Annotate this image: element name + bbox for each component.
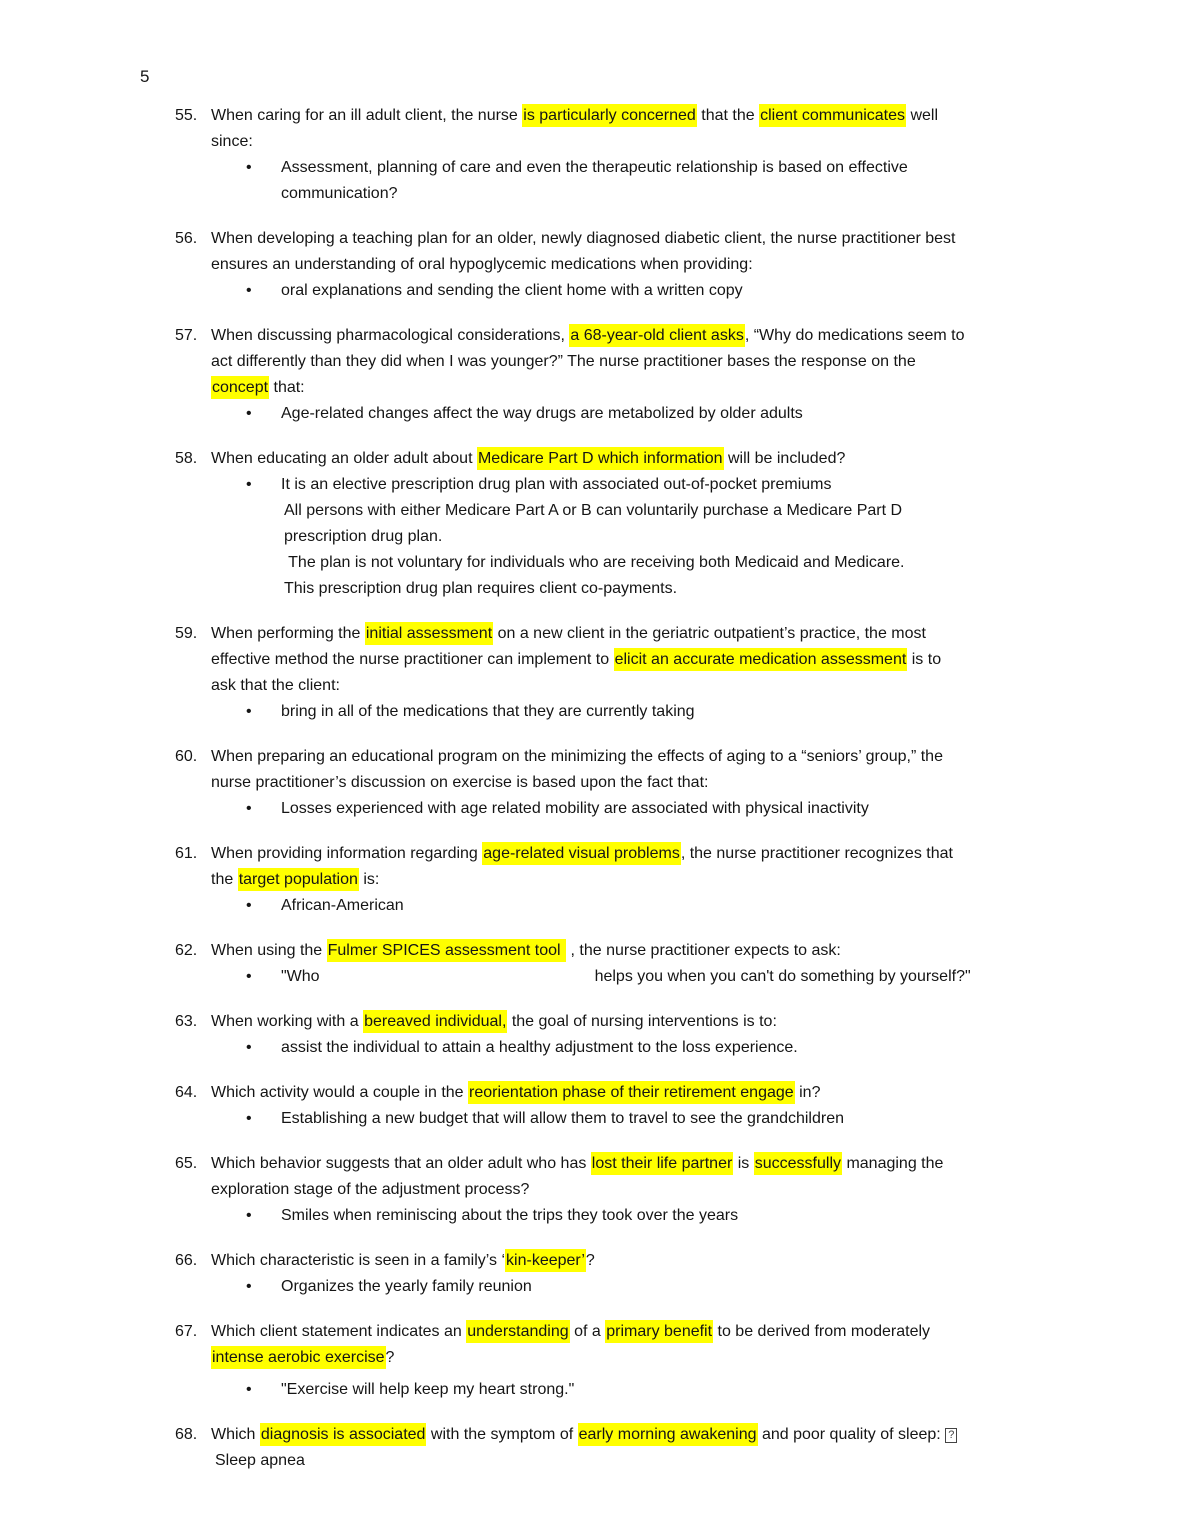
question-number: 55. <box>175 107 198 124</box>
bullet-icon: • <box>246 1039 252 1056</box>
text-run: act differently than they did when I was younger?” The nurse practitioner bases the response on the <box>211 353 916 370</box>
question-item <box>175 103 1130 207</box>
text-run: This prescription drug plan requires client co-payments. <box>284 580 678 597</box>
highlighted-text: concept <box>211 376 269 399</box>
text-line <box>211 964 1130 990</box>
text-run: When discussing pharmacological considerations, <box>211 327 570 344</box>
text-line <box>211 1151 1130 1177</box>
question-item <box>175 938 1130 990</box>
text-line <box>211 770 1130 796</box>
question-number: 68. <box>175 1426 198 1443</box>
bullet-icon: • <box>246 282 252 299</box>
text-line <box>211 1177 1130 1203</box>
text-line <box>211 699 1130 725</box>
text-run: When preparing an educational program on the minimizing the effects of aging to a “seniors’ group,” the <box>211 748 943 765</box>
text-run: since: <box>211 133 253 150</box>
text-run: Which client statement indicates an <box>211 1323 467 1340</box>
bullet-icon: • <box>246 968 252 985</box>
bullet-icon: • <box>246 1110 252 1127</box>
text-run: Assessment, planning of care and even the therapeutic relationship is based on effective <box>281 159 908 176</box>
text-run: When providing information regarding <box>211 845 483 862</box>
highlighted-text: early morning awakening <box>578 1423 758 1446</box>
text-line <box>211 550 1130 576</box>
text-run: When developing a teaching plan for an older, newly diagnosed diabetic client, the nurse practitioner best <box>211 230 956 247</box>
text-line <box>211 1203 1130 1229</box>
text-line <box>211 621 1130 647</box>
text-run: It is an elective prescription drug plan with associated out-of-pocket premiums <box>281 476 832 493</box>
text-run: the <box>211 871 238 888</box>
text-line <box>211 278 1130 304</box>
question-number: 67. <box>175 1323 198 1340</box>
text-line <box>211 446 1130 472</box>
text-run: Sleep apnea <box>215 1452 305 1469</box>
text-line <box>211 349 1130 375</box>
text-line <box>211 181 1130 207</box>
question-body <box>211 446 1130 602</box>
bullet-icon: • <box>246 800 252 817</box>
text-line <box>211 498 1130 524</box>
text-line <box>211 1080 1130 1106</box>
question-number: 56. <box>175 230 198 247</box>
text-run: , the nurse practitioner expects to ask: <box>566 942 841 959</box>
highlighted-text: bereaved individual, <box>363 1010 507 1033</box>
question-body <box>211 1248 1130 1300</box>
text-run: Age-related changes affect the way drugs are metabolized by older adults <box>281 405 803 422</box>
highlighted-text: lost their life partner <box>591 1152 734 1175</box>
text-line <box>211 375 1130 401</box>
text-line <box>211 1009 1130 1035</box>
text-line <box>211 938 1130 964</box>
question-body <box>211 103 1130 207</box>
text-run: Losses experienced with age related mobility are associated with physical inactivity <box>281 800 869 817</box>
text-run: , the nurse practitioner recognizes that <box>680 845 953 862</box>
question-item <box>175 841 1130 919</box>
text-run: "Who <box>281 968 320 985</box>
text-line <box>211 103 1130 129</box>
text-run: is: <box>358 871 380 888</box>
text-line <box>211 1377 1130 1403</box>
text-run: Which characteristic is seen in a family’s ‘ <box>211 1252 506 1269</box>
highlighted-text: age-related visual problems <box>482 842 681 865</box>
highlighted-text: a 68-year-old client asks <box>569 324 744 347</box>
bullet-icon: • <box>246 1207 252 1224</box>
text-run: ? <box>585 1252 595 1269</box>
highlighted-text: kin-keeper’ <box>505 1249 586 1272</box>
question-number: 62. <box>175 942 198 959</box>
text-run: Organizes the yearly family reunion <box>281 1278 532 1295</box>
bullet-icon: • <box>246 476 252 493</box>
questions-list <box>175 103 1130 1474</box>
text-run: exploration stage of the adjustment process? <box>211 1181 530 1198</box>
text-run: that: <box>269 379 305 396</box>
highlighted-text: client communicates <box>759 104 906 127</box>
text-run: oral explanations and sending the client home with a written copy <box>281 282 743 299</box>
question-number: 65. <box>175 1155 198 1172</box>
question-item <box>175 1009 1130 1061</box>
text-run: on a new client in the geriatric outpatient’s practice, the most <box>493 625 926 642</box>
bullet-icon: • <box>246 897 252 914</box>
text-line <box>211 524 1130 550</box>
question-number: 58. <box>175 450 198 467</box>
question-body <box>211 1009 1130 1061</box>
text-line <box>211 673 1130 699</box>
highlighted-text: Medicare Part D which information <box>477 447 724 470</box>
text-run: When educating an older adult about <box>211 450 477 467</box>
page-number: 5 <box>140 67 150 86</box>
question-body <box>211 1319 1130 1403</box>
question-number: 57. <box>175 327 198 344</box>
text-run: nurse practitioner’s discussion on exercise is based upon the fact that: <box>211 774 709 791</box>
text-line <box>211 1106 1130 1132</box>
text-line <box>211 576 1130 602</box>
question-body <box>211 323 1130 427</box>
text-line <box>211 1422 1130 1448</box>
question-body <box>211 938 1130 990</box>
text-run: "Exercise will help keep my heart strong." <box>281 1381 575 1398</box>
highlighted-text: primary benefit <box>605 1320 713 1343</box>
text-line <box>211 841 1130 867</box>
bullet-icon: • <box>246 1381 252 1398</box>
text-line <box>211 155 1130 181</box>
text-run: Which activity would a couple in the <box>211 1084 469 1101</box>
text-line <box>211 1035 1130 1061</box>
question-body <box>211 1422 1130 1474</box>
text-line <box>211 1248 1130 1274</box>
bullet-icon: • <box>246 703 252 720</box>
text-run: When using the <box>211 942 327 959</box>
question-body <box>211 841 1130 919</box>
text-run: is <box>733 1155 754 1172</box>
question-item <box>175 1422 1130 1474</box>
text-run: is to <box>907 651 942 668</box>
question-body <box>211 1080 1130 1132</box>
text-run: the goal of nursing interventions is to: <box>507 1013 777 1030</box>
question-item <box>175 446 1130 602</box>
text-run: managing the <box>842 1155 944 1172</box>
text-line <box>211 893 1130 919</box>
text-line <box>211 401 1130 427</box>
text-run: helps you when you can't do something by yourself?" <box>594 968 971 985</box>
text-run: with the symptom of <box>426 1426 578 1443</box>
question-number: 61. <box>175 845 198 862</box>
question-number: 60. <box>175 748 198 765</box>
bullet-icon: • <box>246 159 252 176</box>
bullet-icon: • <box>246 405 252 422</box>
text-run: When caring for an ill adult client, the nurse <box>211 107 523 124</box>
highlighted-text: intense aerobic exercise <box>211 1346 386 1369</box>
question-item <box>175 226 1130 304</box>
question-body <box>211 621 1130 725</box>
text-run: effective method the nurse practitioner can implement to <box>211 651 614 668</box>
text-run: ask that the client: <box>211 677 340 694</box>
highlighted-text: target population <box>238 868 359 891</box>
highlighted-text: is particularly concerned <box>522 104 697 127</box>
text-run: to be derived from moderately <box>713 1323 931 1340</box>
highlighted-text: initial assessment <box>365 622 493 645</box>
text-run: that the <box>696 107 760 124</box>
text-run: assist the individual to attain a healthy adjustment to the loss experience. <box>281 1039 798 1056</box>
text-run: will be included? <box>723 450 846 467</box>
text-line <box>211 1345 1130 1371</box>
text-run: African-American <box>281 897 404 914</box>
text-line <box>211 226 1130 252</box>
highlighted-text: Fulmer SPICES assessment tool <box>327 939 566 962</box>
text-run: When performing the <box>211 625 365 642</box>
highlighted-text: understanding <box>466 1320 569 1343</box>
question-item <box>175 1248 1130 1300</box>
text-run: All persons with either Medicare Part A or B can voluntarily purchase a Medicare Part D <box>284 502 903 519</box>
text-line <box>211 647 1130 673</box>
question-body <box>211 744 1130 822</box>
question-number: 59. <box>175 625 198 642</box>
question-number: 66. <box>175 1252 198 1269</box>
text-run: in? <box>794 1084 821 1101</box>
question-item <box>175 1319 1130 1403</box>
question-item <box>175 621 1130 725</box>
text-run: When working with a <box>211 1013 364 1030</box>
text-run: and poor quality of sleep: <box>757 1426 946 1443</box>
text-run: of a <box>569 1323 606 1340</box>
text-run: well <box>906 107 939 124</box>
text-run: Which behavior suggests that an older adult who has <box>211 1155 591 1172</box>
question-body <box>211 226 1130 304</box>
question-item <box>175 744 1130 822</box>
bullet-icon: • <box>246 1278 252 1295</box>
text-line <box>211 323 1130 349</box>
text-run: Establishing a new budget that will allow them to travel to see the grandchildren <box>281 1110 844 1127</box>
question-body <box>211 1151 1130 1229</box>
text-run: communication? <box>281 185 398 202</box>
question-item <box>175 1080 1130 1132</box>
question-item <box>175 323 1130 427</box>
text-run: bring in all of the medications that they are currently taking <box>281 703 695 720</box>
highlighted-text: elicit an accurate medication assessment <box>614 648 908 671</box>
text-gap-spacer <box>320 980 595 981</box>
missing-glyph-icon: ? <box>945 1428 957 1443</box>
text-run: ensures an understanding of oral hypoglycemic medications when providing: <box>211 256 753 273</box>
text-run: Which <box>211 1426 260 1443</box>
question-number: 64. <box>175 1084 198 1101</box>
text-run: prescription drug plan. <box>284 528 443 545</box>
highlighted-text: reorientation phase of their retirement engage <box>468 1081 795 1104</box>
question-number: 63. <box>175 1013 198 1030</box>
text-line <box>211 796 1130 822</box>
text-run: Smiles when reminiscing about the trips they took over the years <box>281 1207 739 1224</box>
text-line <box>211 1274 1130 1300</box>
question-item <box>175 1151 1130 1229</box>
highlighted-text: successfully <box>754 1152 842 1175</box>
text-line <box>211 129 1130 155</box>
text-run: The plan is not voluntary for individuals who are receiving both Medicaid and Medicare. <box>284 554 905 571</box>
text-line <box>211 1448 1130 1474</box>
text-line <box>211 744 1130 770</box>
text-line <box>211 867 1130 893</box>
text-line <box>211 472 1130 498</box>
text-run: , “Why do medications seem to <box>744 327 965 344</box>
text-line <box>211 1319 1130 1345</box>
text-run: ? <box>385 1349 395 1366</box>
highlighted-text: diagnosis is associated <box>260 1423 427 1446</box>
text-line <box>211 252 1130 278</box>
